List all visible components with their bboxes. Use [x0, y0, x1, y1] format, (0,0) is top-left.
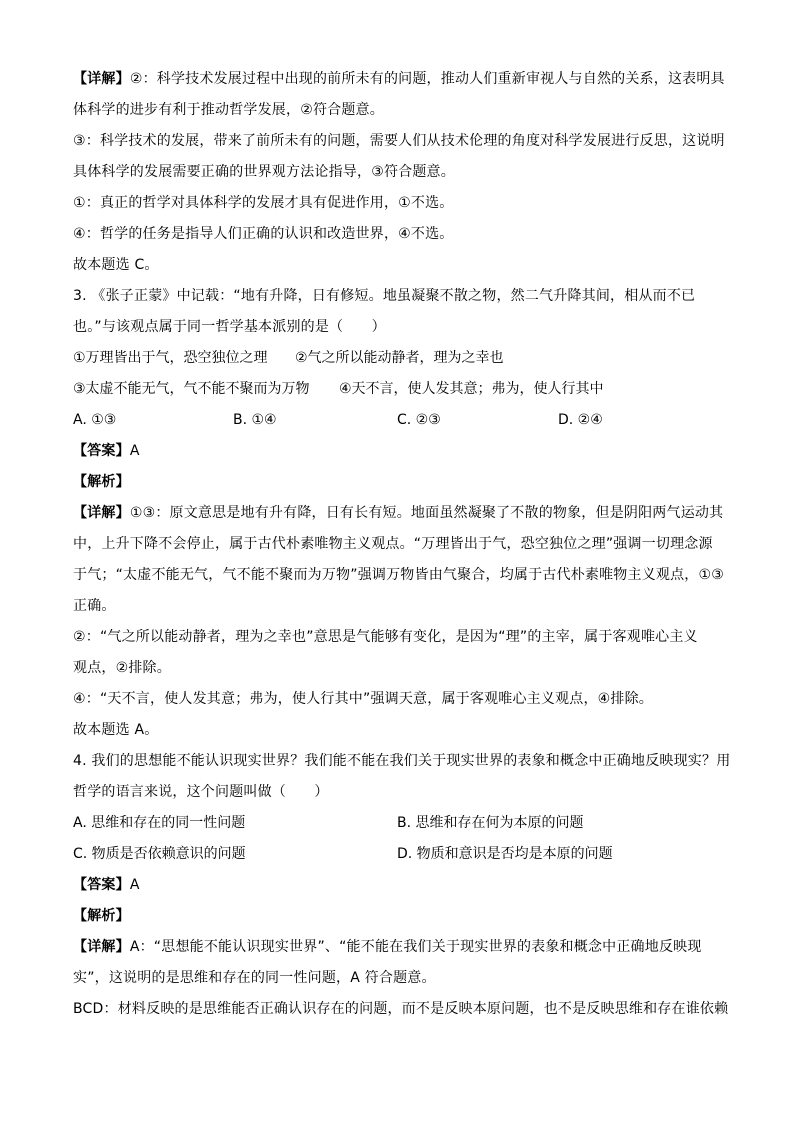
q3-detail-8: 故本题选 A。: [73, 722, 159, 738]
q4-answer: [73, 870, 723, 901]
q4-option-b: B. 思维和存在何为本原的问题: [397, 815, 584, 831]
q4-detail-2: 实”，这说明的是思维和存在的同一性问题，A 符合题意。: [73, 970, 436, 986]
q4-analysis: [73, 901, 723, 932]
q3-option-b: B. ①④: [233, 412, 277, 428]
q3-detail-3: 于气；“太虚不能无气，气不能不聚而为万物”强调万物皆由气聚合，均属于古代朴素唯物主义观点，①③: [73, 567, 725, 583]
q3-detail-6: 观点，②排除。: [73, 660, 171, 676]
q3-detail-7: ④：“天不言，使人发其意；弗为，使人行其中”强调天意，属于客观唯心主义观点，④排除。: [73, 691, 654, 707]
q3-detail-4: 正确。: [73, 598, 116, 614]
p1-line-6: ④：哲学的任务是指导人们正确的认识和改造世界，④不选。: [73, 226, 454, 242]
q3-detail-text-1: ①③：原文意思是地有升有降，日有长有短。地面虽然凝聚了不散的物象，但是阴阳两气运动其: [129, 505, 724, 521]
q4-answer-value: A: [129, 877, 140, 893]
q4-option-a: A. 思维和存在的同一性问题: [73, 815, 246, 831]
p1-line-5: ①：真正的哲学对具体科学的发展才具有促进作用，①不选。: [73, 195, 454, 211]
q3-item-1: ①万理皆出于气，恐空独位之理: [73, 350, 268, 366]
analysis-tag: 【解析】: [73, 908, 130, 924]
q3-options: [73, 405, 723, 436]
q4-stem-2: 哲学的语言来说，这个问题叫做（ ）: [73, 784, 329, 800]
p1-line-2: 体科学的进步有利于推动哲学发展，②符合题意。: [73, 102, 384, 118]
q4-option-c: C. 物质是否依赖意识的问题: [73, 846, 246, 862]
answer-tag: 【答案】: [73, 877, 130, 893]
q3-option-a: A. ①③: [73, 412, 117, 428]
q4-stem-1: 4. 我们的思想能不能认识现实世界？我们能不能在我们关于现实世界的表象和概念中正确地反映现实？用: [73, 753, 731, 769]
p1-line-4: 具体科学的发展需要正确的世界观方法论指导，③符合题意。: [73, 164, 455, 180]
q4-detail-3: BCD：材料反映的是思维能否正确认识存在的问题，而不是反映本原问题，也不是反映思维和存在谁依赖: [73, 1001, 729, 1017]
q3-stem-1: 3. 《张子正蒙》中记载：“地有升降，日有修短。地虽凝聚不散之物，然二气升降其间，相从而不已: [73, 288, 696, 304]
q3-detail-2: 中，上升下降不会停止，属于古代朴素唯物主义观点。“万理皆出于气，恐空独位之理”强调一切理念源: [73, 536, 713, 552]
q3-option-c: C. ②③: [397, 412, 441, 428]
q3-item-3: ③太虚不能无气，气不能不聚而为万物: [73, 381, 310, 397]
analysis-tag: 【解析】: [73, 474, 130, 490]
q3-stem-2: 也。”与该观点属于同一哲学基本派别的是（ ）: [73, 319, 386, 335]
detail-tag: 【详解】: [73, 939, 130, 955]
q3-answer-value: A: [129, 443, 140, 459]
detail-tag: 【详解】: [73, 71, 130, 87]
q3-answer: [73, 436, 723, 467]
p1-line-1: [73, 64, 723, 95]
q3-analysis: [73, 467, 723, 498]
answer-tag: 【答案】: [73, 443, 130, 459]
q3-item-2: ②气之所以能动静者，理为之幸也: [295, 350, 504, 366]
q4-detail-1: [73, 932, 723, 963]
q3-items-row-2: [73, 374, 723, 405]
q3-option-d: D. ②④: [558, 412, 603, 428]
detail-tag: 【详解】: [73, 505, 130, 521]
q4-option-d: D. 物质和意识是否均是本原的问题: [397, 846, 613, 862]
q3-item-4: ④天不言，使人发其意；弗为，使人行其中: [339, 381, 604, 397]
q3-detail-5: ②：“气之所以能动静者，理为之幸也”意思是气能够有变化，是因为“理”的主宰，属于客观唯心主义: [73, 629, 698, 645]
p1-line-7: 故本题选 C。: [73, 257, 159, 273]
q4-options-row-2: [73, 839, 723, 870]
q3-items-row-1: [73, 343, 723, 374]
q4-detail-text-1: A：“思想能不能认识现实世界”、“能不能在我们关于现实世界的表象和概念中正确地反映现: [129, 939, 702, 955]
document-page: [73, 64, 731, 1025]
q4-options-row-1: [73, 808, 723, 839]
q3-detail-1: [73, 498, 723, 529]
p1-line-3: ③：科学技术的发展，带来了前所未有的问题，需要人们从技术伦理的角度对科学发展进行反思，这说明: [73, 133, 725, 149]
p1-text-1: ②：科学技术发展过程中出现的前所未有的问题，推动人们重新审视人与自然的关系，这表明具: [129, 71, 725, 87]
